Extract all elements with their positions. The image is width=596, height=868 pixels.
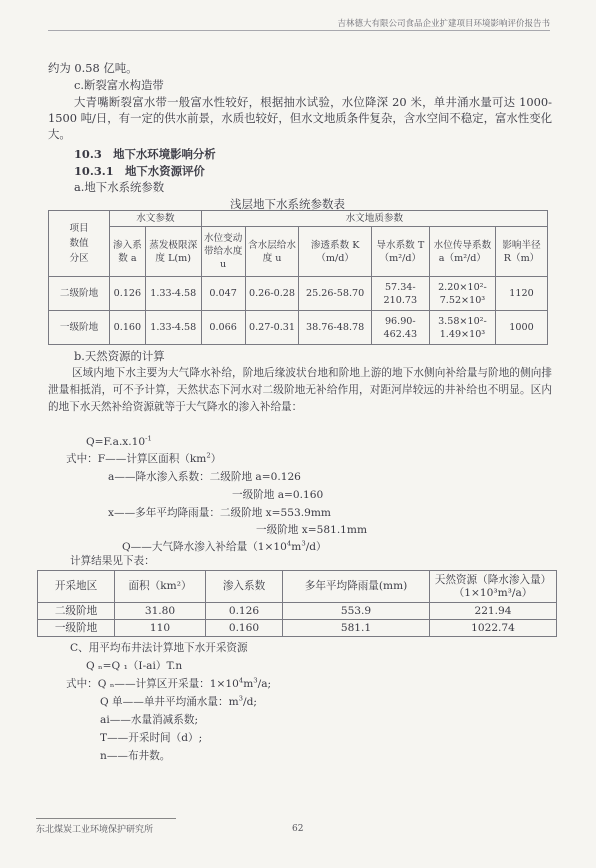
table1-h-trans: 导水系数 T（m²/d） [371, 227, 429, 277]
running-header: 吉林德大有限公司食品企业扩建项目环境影响评价报告书 [337, 19, 550, 29]
table-row [38, 620, 557, 637]
where-text: m [291, 541, 302, 553]
cell-coef: 0.160 [206, 620, 283, 637]
where-line: ai——水量消减系数; [100, 714, 199, 726]
text-line: 约为 0.58 亿吨。 [48, 61, 138, 75]
cell-rain: 553.9 [283, 603, 430, 620]
table1-h-aquifer-supply: 含水层给水度 u [245, 227, 299, 277]
cell-area: 31.80 [115, 603, 206, 620]
table-row [38, 603, 557, 620]
cell-A-line1: 2.20×10²- [438, 281, 487, 293]
cell-a: 0.126 [110, 277, 146, 311]
table2-h-res-line1: 天然资源（降水渗入量） [434, 573, 552, 586]
subheading-c: c.断裂富水构造带 [74, 78, 164, 92]
cell-u1: 0.047 [201, 277, 245, 311]
cell-zone: 一级阶地 [38, 620, 115, 637]
heading-10-3: 10.3 地下水环境影响分析 [74, 147, 216, 161]
cell-coef: 0.126 [206, 603, 283, 620]
where-line: 式中：Q ₙ——计算区开采量：$1\times 10^4m^3/a$; [66, 676, 272, 690]
where-line: a——降水渗入系数：二级阶地 a=0.126 [108, 471, 301, 483]
calc-intro: 计算结果见下表： [70, 555, 155, 567]
cell-u2: 0.27-0.31 [245, 311, 299, 345]
table1-h-item: 项目 [69, 223, 89, 234]
cell-T-line2: 210.73 [383, 294, 418, 306]
cell-R: 1120 [496, 277, 548, 311]
cell-L: 1.33-4.58 [145, 311, 201, 345]
table1-h-group1: 水文参数 [110, 211, 202, 227]
table2-h-area: 面积（km²） [115, 571, 206, 603]
cell-L: 1.33-4.58 [145, 277, 201, 311]
paragraph-c: 大青嘴断裂富水带一般富水性较好，根据抽水试验，水位降深 20 米，单井涌水量可达 1000-1500 吨/日，有一定的供水前景，水质也较好，但水文地质条件复杂，含水空间不稳定，富水性变化大。 [48, 95, 552, 141]
cell-A [429, 311, 495, 345]
where-line: n——布井数。 [100, 750, 171, 762]
table1-h-value: 数值 [69, 238, 89, 249]
where-text: Q——大气降水渗入补给量（1×10 [122, 541, 287, 553]
table2-h-res [430, 571, 557, 603]
table-row [49, 311, 548, 345]
where-text: 式中：F——计算区面积（km [66, 453, 207, 465]
cell-T-line2: 462.43 [383, 328, 418, 340]
cell-R: 1000 [496, 311, 548, 345]
cell-A-line2: 1.49×10³ [439, 328, 486, 340]
cell-zone: 二级阶地 [49, 277, 110, 311]
where-text: /a; [257, 678, 272, 690]
cell-zone: 一级阶地 [49, 311, 110, 345]
footer-org: 东北煤炭工业环境保护研究所 [36, 825, 154, 835]
table2-h-rain: 多年平均降雨量(mm) [283, 571, 430, 603]
where-line: 一级阶地 a=0.160 [232, 489, 324, 501]
cell-A [429, 277, 495, 311]
table1-corner [49, 211, 110, 277]
header-rule [48, 30, 550, 31]
cell-area: 110 [115, 620, 206, 637]
subheading-b: b.天然资源的计算 [74, 349, 165, 363]
where-text: 式中：Q ₙ——计算区开采量：1×10 [66, 678, 239, 690]
where-line: 一级阶地 x=581.1mm [256, 524, 368, 536]
paragraph-b: 区域内地下水主要为大气降水补给，阶地后缘波状台地和阶地上游的地下水侧向补给量与阶地的侧向排泄量相抵消，可不予计算，天然状态下河水对二级阶地无补给作用，对距河岸较远的井补给也不明显。区内的地下水天然补给资源就等于大气降水的渗入补给量： [48, 367, 552, 413]
footer-rule [36, 818, 176, 819]
formula-q-base: Q=F.a.x.10 [86, 436, 146, 448]
subheading-a: a.地下水系统参数 [74, 180, 165, 194]
table1-caption: 浅层地下水系统参数表 [230, 197, 345, 211]
cell-rain: 581.1 [283, 620, 430, 637]
where-text: ） [210, 453, 222, 465]
formula-q-exp: -1 [145, 434, 152, 443]
page-number: 62 [292, 824, 304, 834]
table2-h-zone: 开采地区 [38, 571, 115, 603]
table-aquifer-parameters [48, 210, 548, 345]
table1-h-wl-cond: 水位传导系数 a（m²/d） [429, 227, 495, 277]
where-line: T——开采时间（d）; [100, 732, 203, 744]
cell-T [371, 277, 429, 311]
subheading-c2: C、用平均布井法计算地下水开采资源 [70, 642, 248, 654]
table1-h-evap: 蒸发极限深度 L(m) [145, 227, 201, 277]
cell-A-line1: 3.58×10²- [438, 315, 487, 327]
table1-h-perm: 渗透系数 K（m/d） [299, 227, 371, 277]
cell-zone: 二级阶地 [38, 603, 115, 620]
heading-10-3-1: 10.3.1 地下水资源评价 [74, 164, 205, 178]
table2-h-coef: 渗入系数 [206, 571, 283, 603]
table1-h-group2: 水文地质参数 [201, 211, 547, 227]
formula-q [86, 434, 152, 450]
where-text: /d; [243, 696, 257, 708]
table1-h-wl-supply: 水位变动带给水度 u [201, 227, 245, 277]
where-line: x——多年平均降雨量：二级阶地 x=553.9mm [108, 507, 331, 519]
where-line: 式中：F——计算区面积$(km^2)$ [66, 451, 222, 465]
where-text: /d） [305, 541, 327, 553]
cell-res: 221.94 [430, 603, 557, 620]
table1-h-radius: 影响半径 R（m） [496, 227, 548, 277]
formula-2: Q ₙ=Q ₁（I-ai）T.n [86, 660, 183, 672]
cell-res: 1022.74 [430, 620, 557, 637]
where-text: m [243, 678, 254, 690]
where-line: Q——大气降水渗入补给量$(1\times 10^4m^3/d)$ [122, 539, 327, 553]
table-natural-resources [37, 570, 557, 637]
table2-h-res-line2: （1×10³m³/a） [453, 586, 533, 599]
cell-K: 38.76-48.78 [299, 311, 371, 345]
cell-u2: 0.26-0.28 [245, 277, 299, 311]
table-row [49, 277, 548, 311]
cell-T-line1: 57.34- [384, 281, 416, 293]
cell-T-line1: 96.90- [384, 315, 416, 327]
cell-K: 25.26-58.70 [299, 277, 371, 311]
where-line: Q 单——单井平均涌水量：$m^3/d$; [100, 694, 257, 708]
where-text: Q 单——单井平均涌水量：m [100, 696, 239, 708]
cell-a: 0.160 [110, 311, 146, 345]
cell-T [371, 311, 429, 345]
cell-u1: 0.066 [201, 311, 245, 345]
cell-A-line2: 7.52×10³ [439, 294, 486, 306]
table1-h-zone: 分区 [69, 253, 89, 264]
table1-h-infil: 渗入系数 a [110, 227, 146, 277]
